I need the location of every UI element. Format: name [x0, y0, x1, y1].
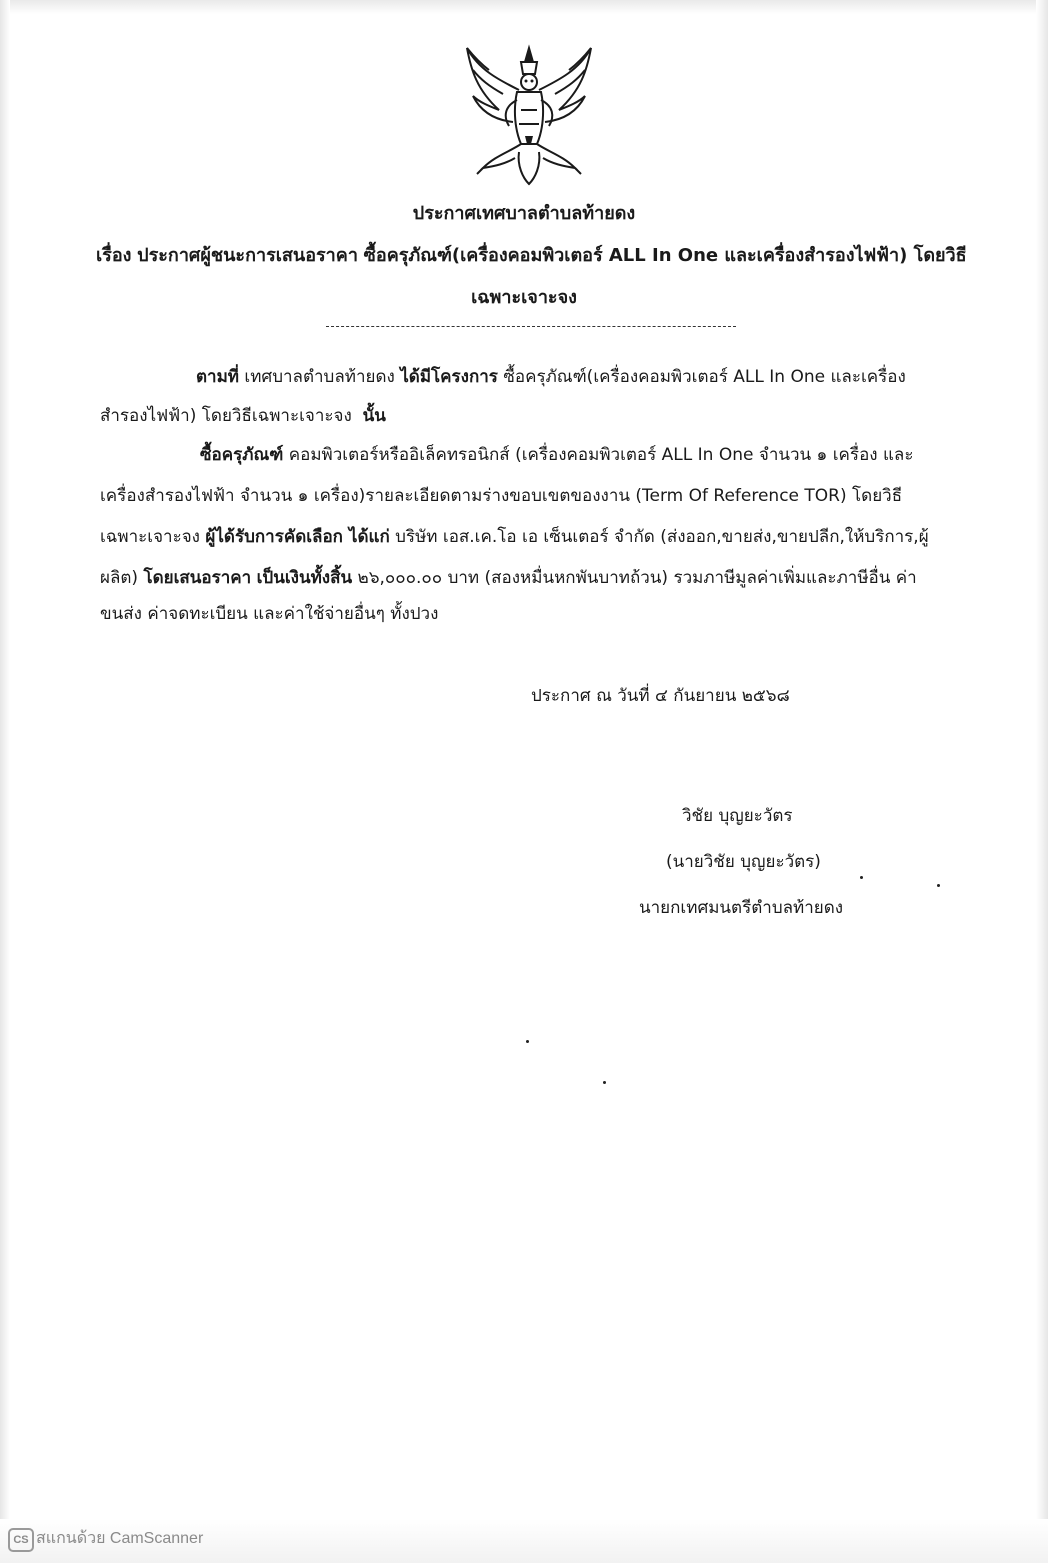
printed-name: (นายวิชัย บุญยะวัตร) [666, 852, 821, 872]
subject-rest: ซื้อครุภัณฑ์(เครื่องคอมพิวเตอร์ ALL In One และเครื่องสำรองไฟฟ้า) โดยวิธี [363, 245, 967, 266]
p2-line4-bold-a: โดยเสนอราคา [143, 568, 252, 588]
subject-continuation: เฉพาะเจาะจง [471, 287, 577, 308]
p2-line5-text: ขนส่ง ค่าจดทะเบียน และค่าใช้จ่ายอื่นๆ ทั้งปวง [100, 604, 439, 624]
signed-name: วิชัย บุญยะวัตร [682, 806, 793, 826]
camscanner-watermark-text: สแกนด้วย CamScanner [36, 1530, 204, 1547]
p2-line1-text: คอมพิวเตอร์หรืออิเล็คทรอนิกส์ (เครื่องคอมพิวเตอร์ ALL In One จำนวน ๑ เครื่อง และ [288, 445, 914, 465]
p1-bold-a: ตามที่ [196, 367, 239, 387]
scan-speck [937, 884, 940, 887]
p2-line4-bold-b: เป็นเงินทั้งสิ้น [256, 568, 353, 588]
p1-bold-b: ได้มีโครงการ [400, 367, 498, 387]
subject-bold: ประกาศผู้ชนะการเสนอราคา [137, 245, 358, 266]
p2-line4-text-b: ๒๖,๐๐๐.๐๐ บาท (สองหมื่นหกพันบาทถ้วน) รวมภาษีมูลค่าเพิ่มและภาษีอื่น ค่า [357, 568, 917, 588]
p1-text-b: ซื้อครุภัณฑ์(เครื่องคอมพิวเตอร์ ALL In One และเครื่อง [503, 367, 906, 387]
dashed-separator [326, 326, 736, 327]
paragraph-2-line-5 [100, 601, 438, 627]
p2-line2-text: เครื่องสำรองไฟฟ้า จำนวน ๑ เครื่อง)รายละเอียดตามร่างขอบเขตของงาน (Term Of Reference TOR) โดยวิธี [100, 486, 903, 506]
p2-line3-text-b: บริษัท เอส.เค.โอ เอ เซ็นเตอร์ จำกัด (ส่งออก,ขายส่ง,ขายปลีก,ให้บริการ,ผู้ [395, 527, 929, 547]
paragraph-2-line-3 [100, 524, 929, 550]
p2-line1-bold: ซื้อครุภัณฑ์ [200, 445, 284, 465]
scan-edge-top [0, 0, 1048, 14]
p2-line3-bold: ผู้ได้รับการคัดเลือก ได้แก่ [205, 527, 390, 547]
p2-line3-text-a: เฉพาะเจาะจง [100, 527, 200, 547]
scan-speck [526, 1040, 529, 1043]
p1-line2-text: สำรองไฟฟ้า) โดยวิธีเฉพาะเจาะจง [100, 406, 352, 426]
p1-line2-bold: นั้น [362, 406, 386, 426]
announcement-title: ประกาศเทศบาลตำบลท้ายดง [412, 203, 636, 224]
signer-position: นายกเทศมนตรีตำบลท้ายดง [639, 898, 844, 918]
subject-label: เรื่อง [96, 245, 132, 266]
paragraph-2-line-1 [200, 442, 913, 468]
scan-edge-left [0, 0, 10, 1563]
paragraph-2-line-4 [100, 565, 917, 591]
scan-speck [603, 1081, 606, 1084]
subject-line [96, 243, 976, 269]
garuda-emblem-icon [459, 40, 599, 190]
p2-line4-text-a: ผลิต) [100, 568, 139, 588]
paragraph-2-line-2 [100, 483, 902, 509]
paragraph-1-line-1 [196, 364, 906, 390]
p1-text-a: เทศบาลตำบลท้ายดง [244, 367, 395, 387]
announce-date: ประกาศ ณ วันที่ ๔ กันยายน ๒๕๖๘ [531, 686, 790, 706]
camscanner-logo-icon: CS [8, 1528, 34, 1552]
paragraph-1-line-2 [100, 403, 386, 429]
scan-edge-right [1036, 0, 1048, 1563]
scan-speck [860, 876, 863, 879]
